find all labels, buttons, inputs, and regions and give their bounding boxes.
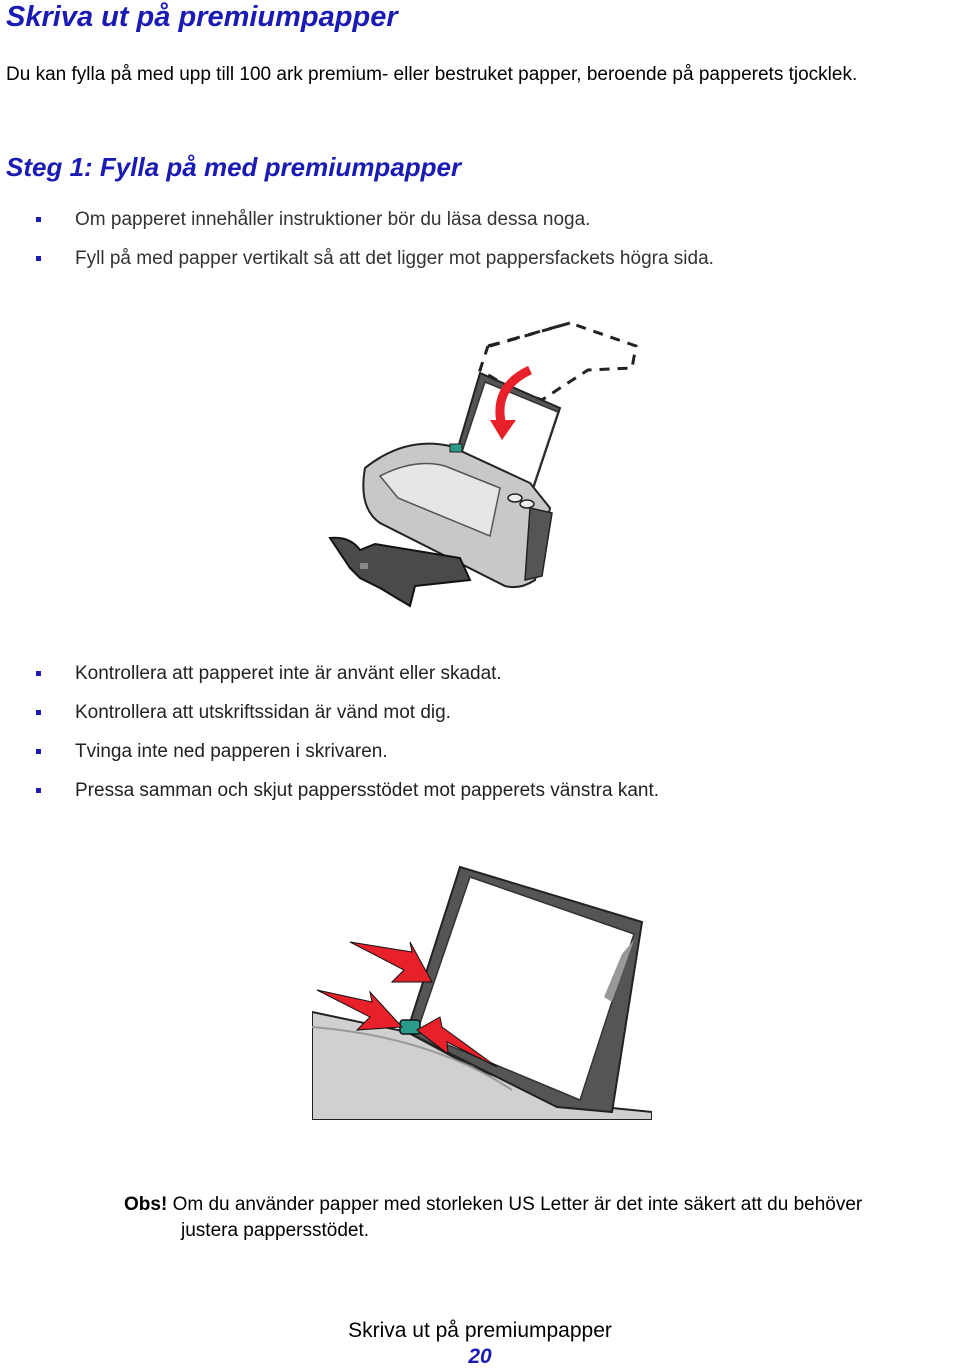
bullet-icon — [36, 749, 41, 754]
bullet-icon — [36, 671, 41, 676]
printer-button — [520, 500, 534, 508]
note-label: Obs! — [124, 1194, 168, 1215]
footer-section-title: Skriva ut på premiumpapper — [348, 1319, 612, 1342]
bullet-icon — [36, 710, 41, 715]
list-item: Kontrollera att utskriftssidan är vänd mot dig. — [0, 693, 659, 732]
red-arrow — [350, 942, 432, 982]
page-number: 20 — [468, 1345, 492, 1368]
note-block — [124, 1192, 960, 1244]
printer-button — [508, 494, 522, 502]
instruction-list-b — [0, 654, 659, 810]
bullet-icon — [36, 256, 41, 261]
page-title: Skriva ut på premiumpapper — [6, 1, 398, 33]
printer-side — [525, 508, 552, 580]
list-item: Om papperet innehåller instruktioner bör du läsa dessa noga. — [0, 200, 714, 239]
list-item: Pressa samman och skjut pappersstödet mot papperets vänstra kant. — [0, 771, 659, 810]
printer-loading-illustration — [320, 318, 650, 610]
paper-guide-illustration — [312, 862, 652, 1120]
bullet-icon — [36, 788, 41, 793]
note-text-line1: Om du använder papper med storleken US Letter är det inte säkert att du behöver — [172, 1194, 863, 1215]
tray-slot — [360, 563, 368, 569]
step1-heading: Steg 1: Fylla på med premiumpapper — [6, 152, 462, 182]
bullet-icon — [36, 217, 41, 222]
list-item: Tvinga inte ned papperen i skrivaren. — [0, 732, 659, 771]
paper-guide — [400, 1020, 420, 1034]
intro-text: Du kan fylla på med upp till 100 ark premium- eller bestruket papper, beroende på papperets tjocklek. — [6, 64, 858, 85]
note-text-line2: justera pappersstödet. — [181, 1220, 370, 1241]
page-footer — [0, 1318, 960, 1370]
list-item: Fyll på med papper vertikalt så att det ligger mot pappersfackets högra sida. — [0, 239, 714, 278]
paper-guide — [450, 444, 462, 452]
list-item: Kontrollera att papperet inte är använt eller skadat. — [0, 654, 659, 693]
instruction-list-a — [0, 200, 714, 278]
dashed-paper-top — [488, 323, 570, 346]
